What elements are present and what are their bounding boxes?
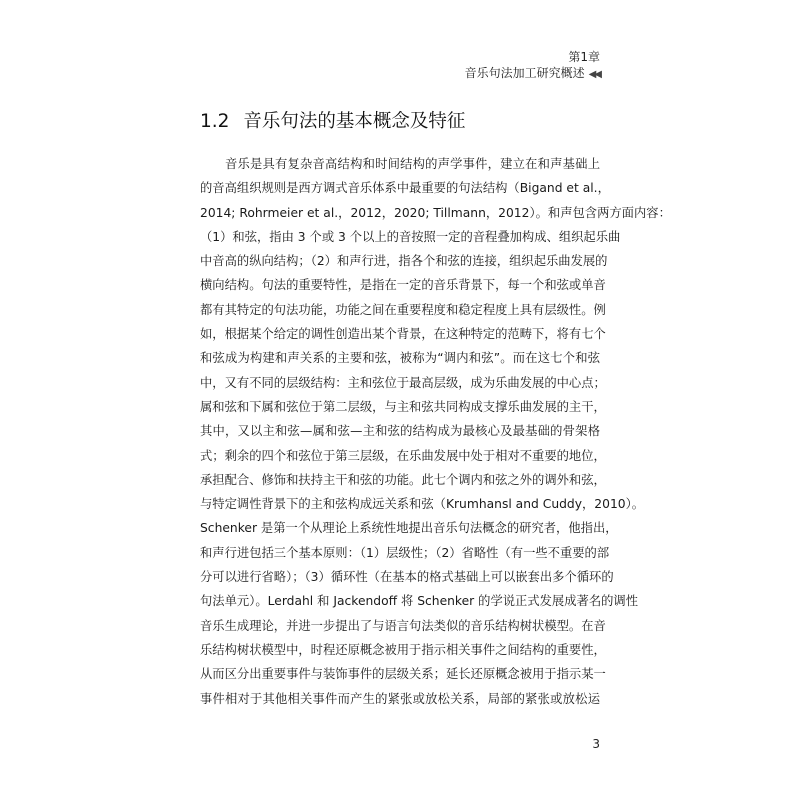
text-line: Schenker 是第一个从理论上系统性地提出音乐句法概念的研究者，他指出，	[200, 521, 618, 536]
text-line: 音乐生成理论，并进一步提出了与语言句法类似的音乐结构树状模型。在音	[200, 618, 606, 633]
section-number: 1.2	[200, 111, 230, 132]
text-line: 句法单元）。Lerdahl 和 Jackendoff 将 Schenker 的学说正式发展成著名的调性	[200, 594, 639, 609]
text-line: 如，根据某个给定的调性创造出某个背景，在这种特定的范畴下，将有七个	[200, 327, 606, 342]
section-heading	[200, 110, 465, 134]
running-head-chapter: 第1章	[568, 50, 600, 64]
text-line: 横向结构。句法的重要特性，是指在一定的音乐背景下，每一个和弦或单音	[200, 278, 606, 293]
text-line: 的音高组织规则是西方调式音乐体系中最重要的句法结构（Bigand et al.，	[200, 181, 610, 196]
text-line: 其中，又以主和弦—属和弦—主和弦的结构成为最核心及最基础的骨架格	[200, 424, 600, 439]
text-line: 都有其特定的句法功能，功能之间在重要程度和稳定程度上具有层级性。例	[200, 302, 606, 317]
double-left-arrow-icon: ◀◀	[588, 69, 600, 80]
text-line: 乐结构树状模型中，时程还原概念被用于指示相关事件之间结构的重要性，	[200, 642, 606, 657]
text-line: 2014; Rohrmeier et al.，2012，2020; Tillmann，2012）。和声包含两方面内容：	[200, 205, 671, 220]
text-line: 承担配合、修饰和扶持主干和弦的功能。此七个调内和弦之外的调外和弦，	[200, 472, 606, 487]
text-line: 从而区分出重要事件与装饰事件的层级关系；延长还原概念被用于指示某一	[200, 667, 606, 682]
text-line: 式；剩余的四个和弦位于第三层级，在乐曲发展中处于相对不重要的地位，	[200, 448, 606, 463]
text-line: 与特定调性背景下的主和弦构成远关系和弦（Krumhansl and Cuddy，2010）。	[200, 497, 645, 512]
text-line: 分可以进行省略）；（3）循环性（在基本的格式基础上可以嵌套出多个循环的	[200, 570, 614, 585]
text-line: 属和弦和下属和弦位于第二层级，与主和弦共同构成支撑乐曲发展的主干，	[200, 399, 606, 414]
page-number: 3	[592, 737, 600, 751]
text-line: 和弦成为构建和声关系的主要和弦，被称为“调内和弦”。而在这七个和弦	[200, 351, 600, 366]
text-line: 音乐是具有复杂音高结构和时间结构的声学事件，建立在和声基础上	[225, 157, 600, 171]
section-title: 音乐句法的基本概念及特征	[243, 111, 466, 132]
body-paragraph	[200, 152, 671, 711]
running-head-section-row	[465, 65, 600, 83]
text-line: 事件相对于其他相关事件而产生的紧张或放松关系，局部的紧张或放松运	[200, 691, 600, 706]
text-line: 中音高的纵向结构；（2）和声行进，指各个和弦的连接，组织起乐曲发展的	[200, 254, 608, 269]
text-line: 和声行进包括三个基本原则：（1）层级性；（2）省略性（有一些不重要的部	[200, 545, 610, 560]
running-head	[465, 49, 600, 83]
running-head-section: 音乐句法加工研究概述	[464, 66, 585, 80]
text-line: （1）和弦，指由 3 个或 3 个以上的音按照一定的音程叠加构成、组织起乐曲	[200, 229, 621, 244]
text-line: 中，又有不同的层级结构：主和弦位于最高层级，成为乐曲发展的中心点；	[200, 375, 606, 390]
